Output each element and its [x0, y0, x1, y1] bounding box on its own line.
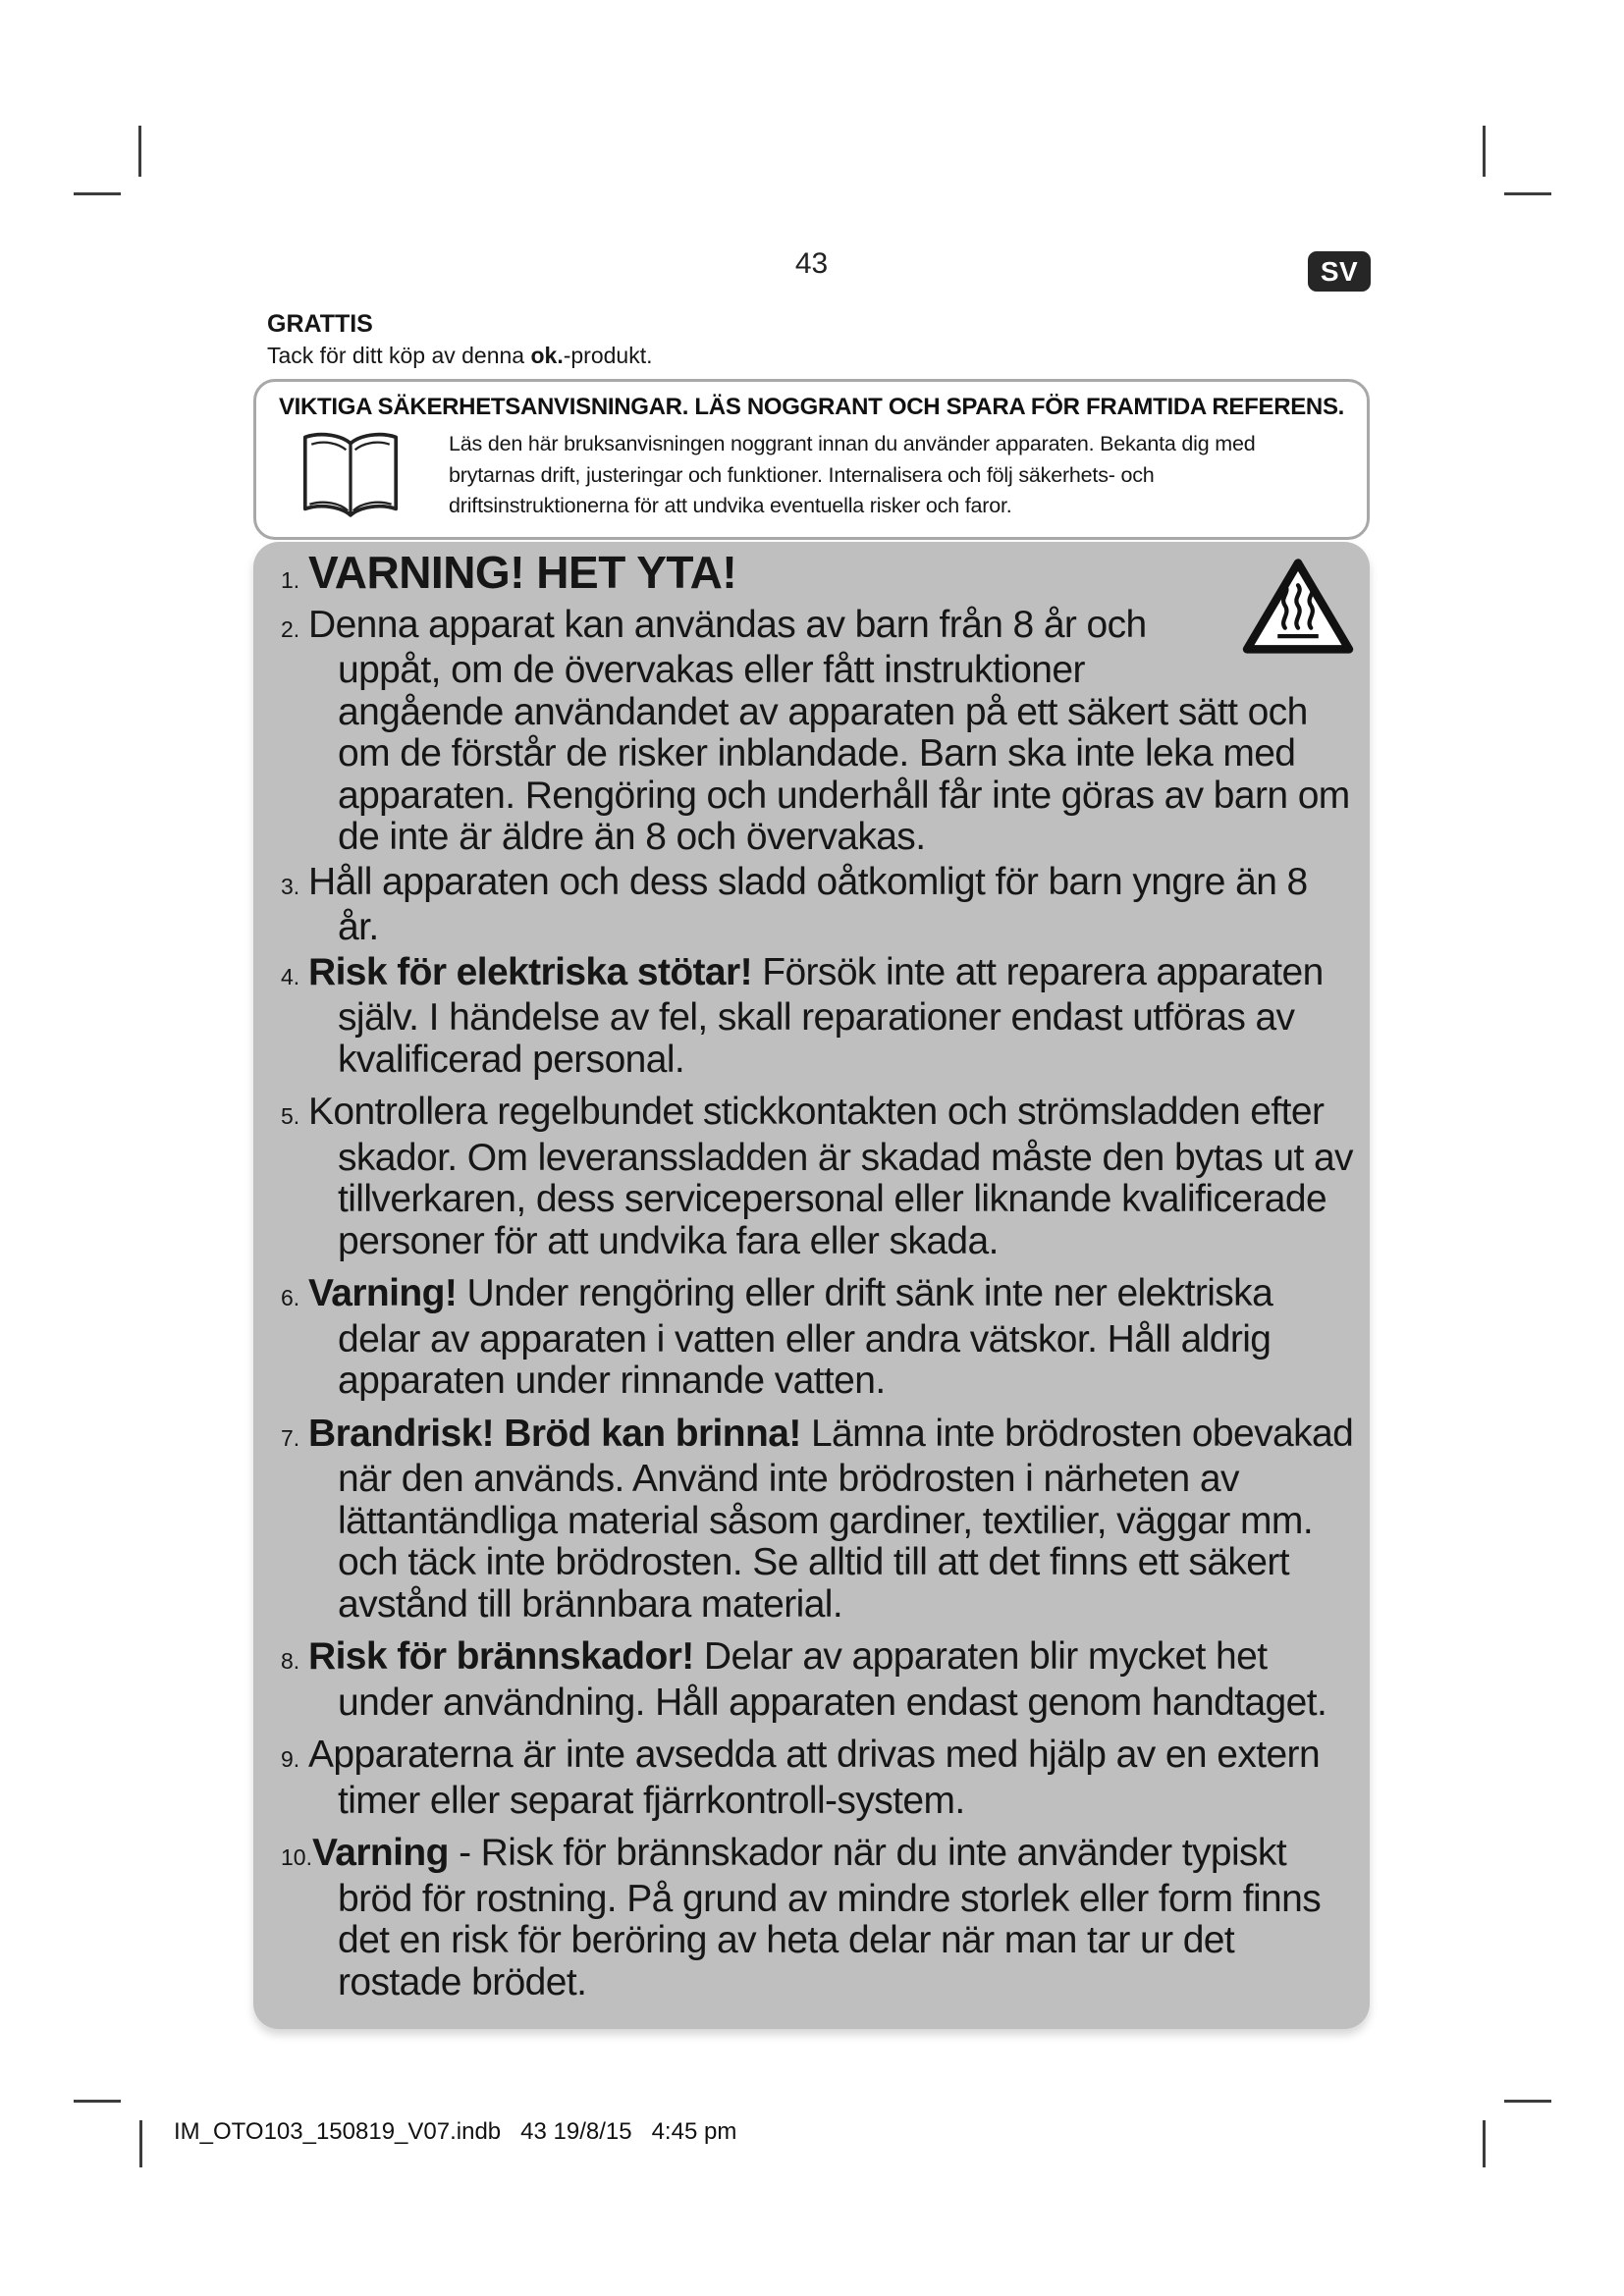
- warning-item-text: Försök inte att reparera apparaten själv. I händelse av fel, skall reparationer endast utföras av kvalificerad personal.: [338, 950, 1324, 1081]
- intro-subtitle-prefix: Tack för ditt köp av denna: [267, 343, 531, 368]
- warning-item-lead: Risk för brännskador!: [308, 1635, 694, 1678]
- warning-item-number: 1.: [281, 567, 300, 593]
- warning-item: [267, 952, 1358, 1082]
- safety-heading: VIKTIGA SÄKERHETSANVISNINGAR. LÄS NOGGRANT OCH SPARA FÖR FRAMTIDA REFERENS.: [278, 394, 1345, 420]
- warnings-panel: [253, 542, 1370, 2029]
- warning-item-lead: Varning!: [308, 1272, 458, 1314]
- warning-item-number: 8.: [281, 1648, 300, 1674]
- warning-item: [267, 547, 1358, 602]
- warning-item-text: Lämna inte brödrosten obevakad när den används. Använd inte brödrosten i närheten av lättantändliga material såsom gardiner, textilier, väggar mm. och täck inte brödrosten. Se alltid till att det finns ett säkert avstånd till brännbara material.: [338, 1412, 1354, 1626]
- warning-item-text: Apparaterna är inte avsedda att drivas med hjälp av en extern timer eller separat fjärrkontroll-system.: [308, 1734, 1321, 1822]
- warning-list: [267, 547, 1358, 2003]
- crop-mark: [1504, 192, 1551, 195]
- safety-row: [296, 429, 1339, 525]
- page-number: 43: [794, 247, 829, 280]
- warning-item-lead: VARNING! HET YTA!: [308, 547, 737, 598]
- warning-item: [267, 1273, 1358, 1403]
- warning-item-text: - Risk för brännskador när du inte använder typiskt bröd för rostning. På grund av mindre storlek eller form finns det en risk för beröring av heta delar när man tar ur det rostade brödet.: [338, 1832, 1322, 2003]
- crop-mark: [1483, 2120, 1486, 2167]
- warning-item-text: Håll apparaten och dess sladd oåtkomligt för barn yngre än 8 år.: [308, 860, 1308, 948]
- crop-mark: [74, 192, 121, 195]
- language-badge: [1308, 251, 1371, 292]
- warning-item-number: 10.: [281, 1844, 312, 1870]
- hot-surface-warning-icon: [1240, 556, 1356, 656]
- warning-item-number: 2.: [281, 615, 300, 642]
- crop-mark: [1504, 2100, 1551, 2103]
- safety-paragraph: Läs den här bruksanvisningen noggrant innan du använder apparaten. Bekanta dig med brytarnas drift, justeringar och funktioner. Internalisera och följ säkerhets- och driftsinstruktionerna för att undvika eventuella risker och faror.: [449, 432, 1256, 517]
- intro-subtitle-suffix: -produkt.: [563, 343, 653, 368]
- open-book-icon: [296, 429, 406, 525]
- print-footer: IM_OTO103_150819_V07.indb 43 19/8/15 4:45 pm: [174, 2118, 737, 2145]
- crop-mark: [74, 2100, 121, 2103]
- warning-item: [267, 1735, 1358, 1822]
- warning-item: [267, 862, 1358, 949]
- crop-mark: [1483, 126, 1486, 177]
- intro-subtitle: [267, 343, 653, 369]
- warning-item-number: 6.: [281, 1285, 300, 1310]
- warning-item: [267, 1414, 1358, 1627]
- intro-title: GRATTIS: [267, 310, 373, 338]
- warning-item-text: Under rengöring eller drift sänk inte ner elektriska delar av apparaten i vatten eller andra vätskor. Håll aldrig apparaten under rinnande vatten.: [338, 1272, 1273, 1402]
- warning-item-lead: Varning: [311, 1832, 449, 1874]
- warning-item-number: 4.: [281, 963, 300, 989]
- warning-item-lead: Risk för elektriska stötar!: [308, 950, 752, 993]
- safety-instructions-box: [253, 379, 1370, 540]
- warning-item-number: 9.: [281, 1746, 300, 1772]
- warning-item-number: 5.: [281, 1103, 300, 1129]
- crop-mark: [138, 126, 141, 177]
- warning-item-text: Kontrollera regelbundet stickkontakten och strömsladden efter skador. Om leveranssladden är skadad måste den bytas ut av tillverkaren, dess servicepersonal eller liknande kvalificerade personer för att undvika fara eller skada.: [308, 1091, 1353, 1262]
- warning-item: [267, 605, 1358, 859]
- brand-name: ok.: [530, 343, 564, 368]
- warning-item-text: Denna apparat kan användas av barn från 8 år och uppåt, om de övervakas eller fått instruktioner angående användandet av apparaten på ett säkert sätt och om de förstår de risker inblandade. Barn ska inte leka med apparaten. Rengöring och underhåll får inte göras av barn om de inte är äldre än 8 och övervakas.: [308, 603, 1350, 858]
- warning-item-lead: Brandrisk! Bröd kan brinna!: [308, 1412, 801, 1455]
- crop-mark: [139, 2120, 142, 2167]
- warning-item-number: 3.: [281, 873, 300, 899]
- language-badge-label: SV: [1320, 255, 1359, 287]
- warning-item: [267, 1833, 1358, 2003]
- warning-item-number: 7.: [281, 1424, 300, 1451]
- warning-item: [267, 1636, 1358, 1724]
- warning-item-text: Delar av apparaten blir mycket het under användning. Håll apparaten endast genom handtaget.: [338, 1635, 1327, 1724]
- warning-item: [267, 1092, 1358, 1262]
